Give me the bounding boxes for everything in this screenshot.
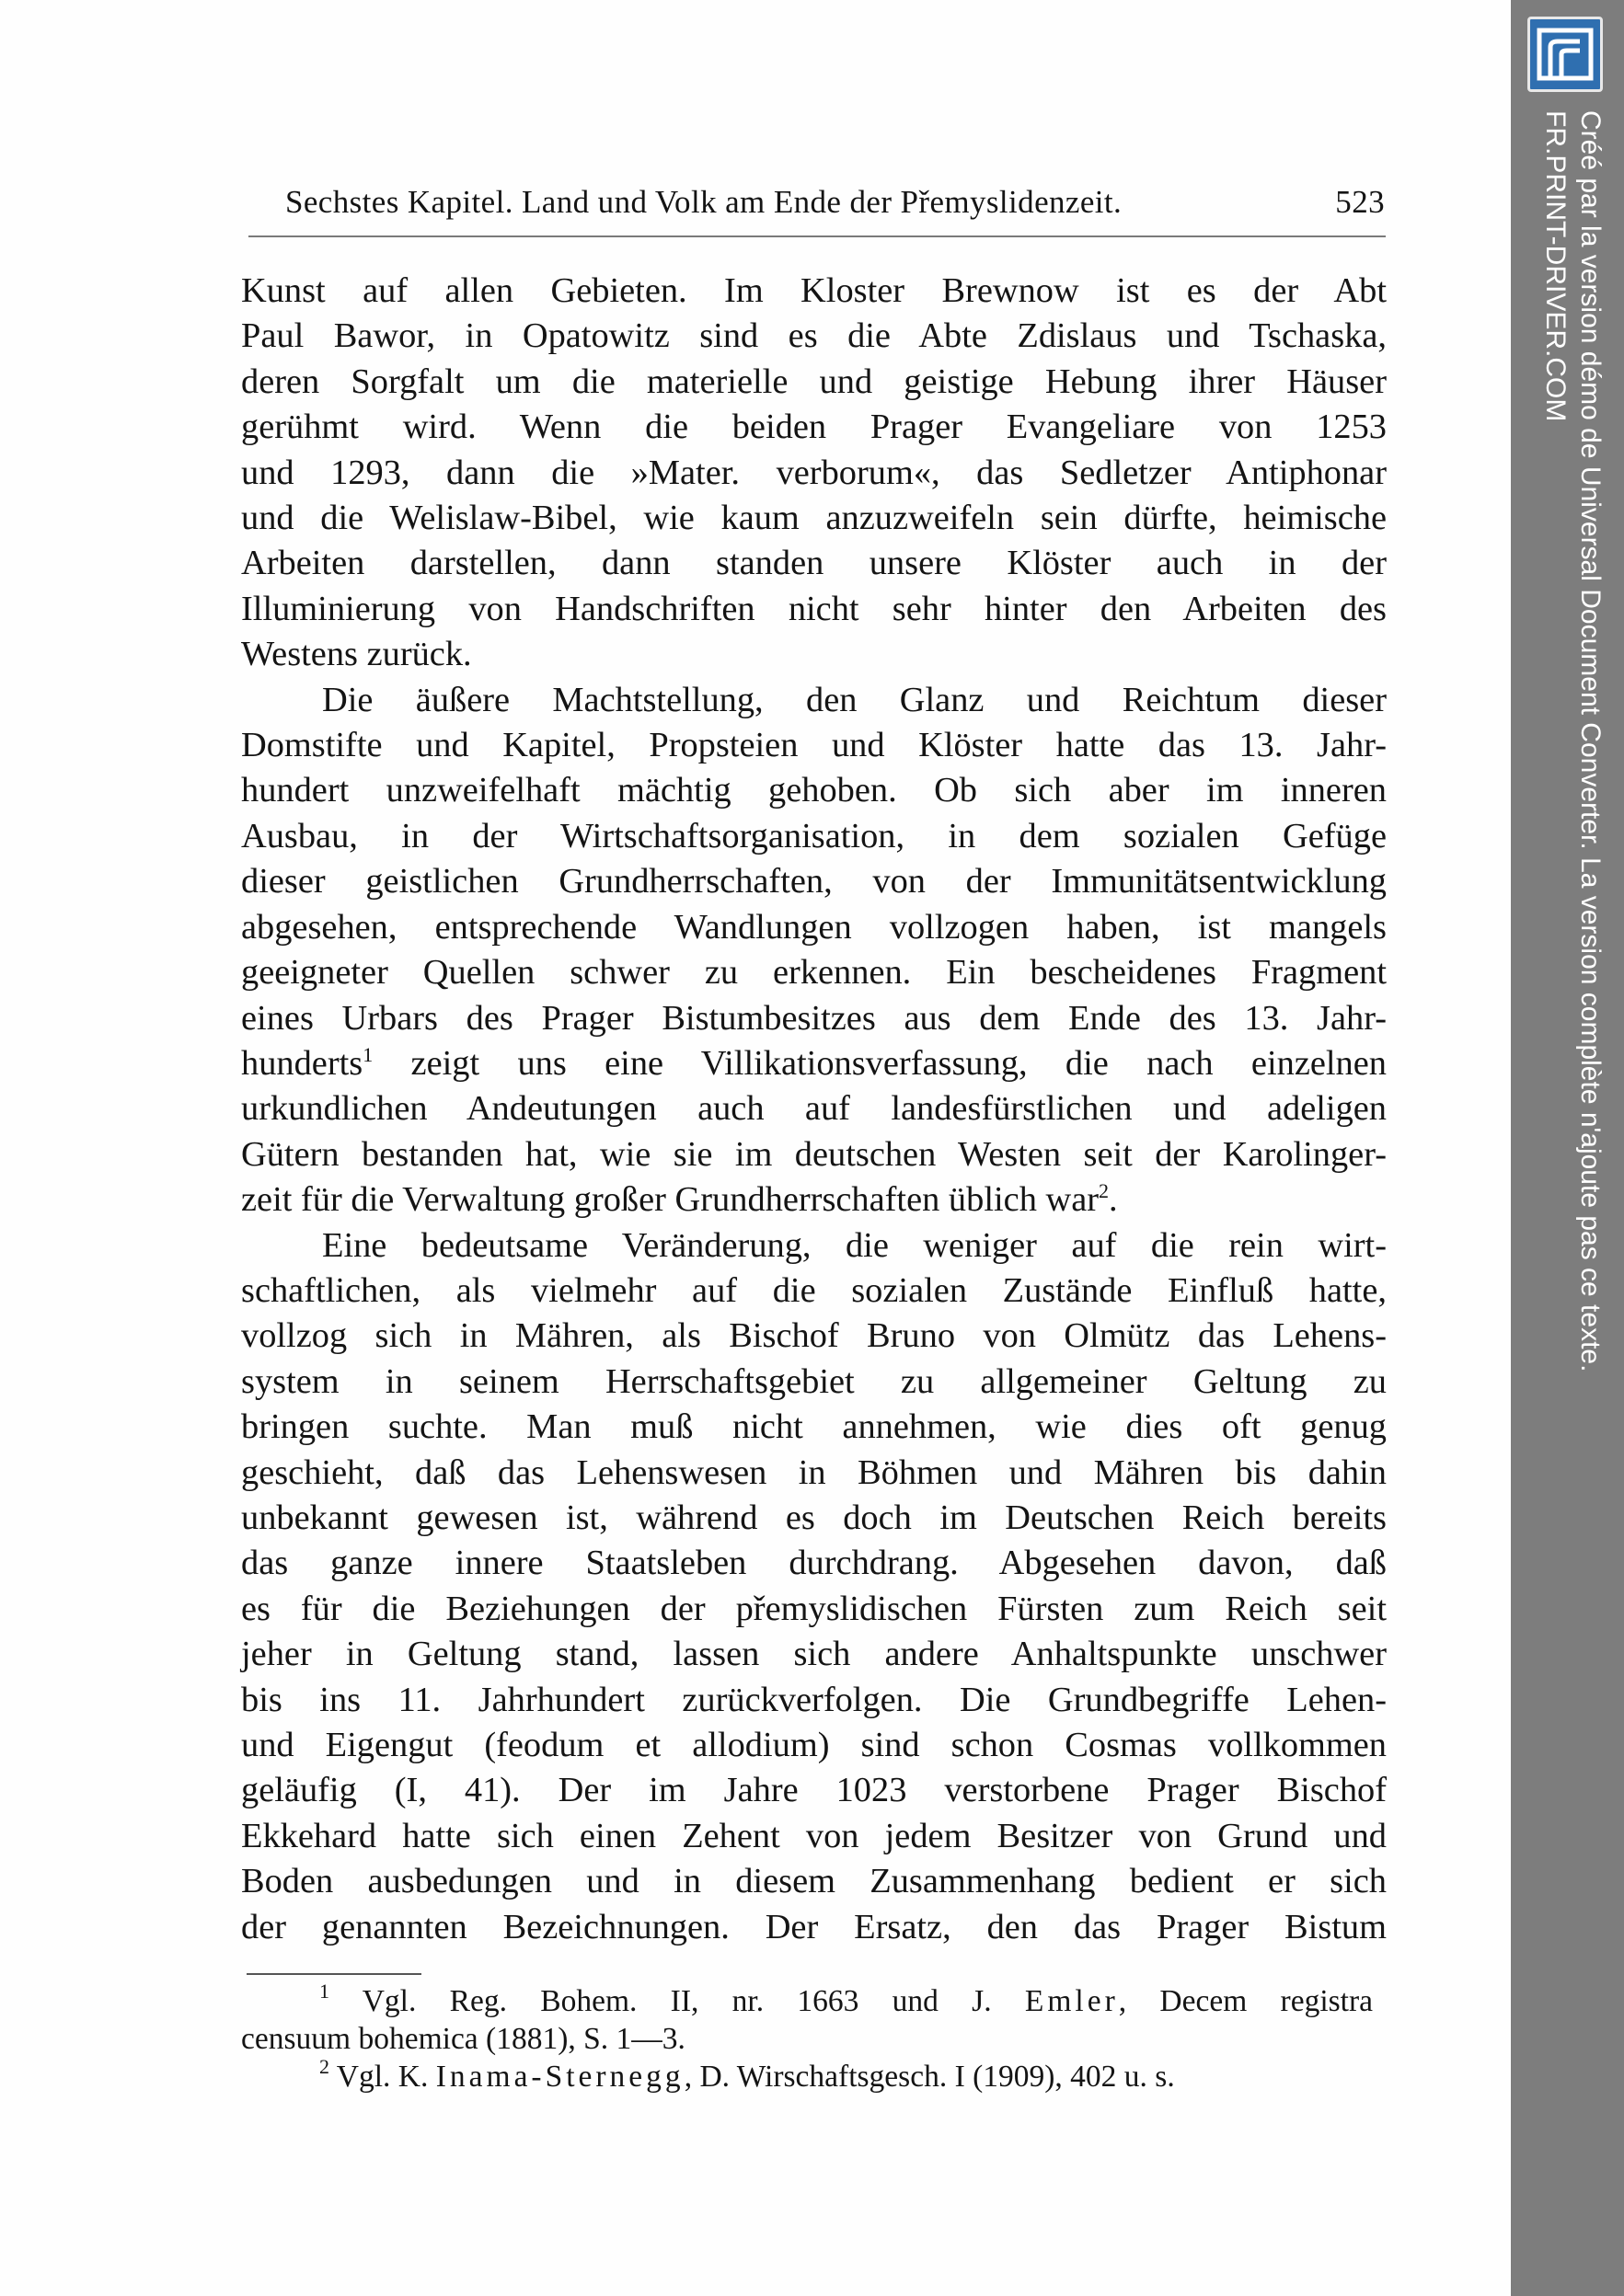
watermark-text — [1538, 110, 1607, 1372]
text-line: hundert unzweifelhaft mächtig gehoben. Ob sich aber im inneren — [241, 771, 1387, 810]
text-line: deren Sorgfalt um die materielle und geistige Hebung ihrer Häuser — [241, 362, 1387, 401]
footnote-author: Emler — [1024, 1984, 1119, 2018]
text-line: unbekannt gewesen ist, während es doch im Deutschen Reich bereits — [241, 1498, 1387, 1537]
text-line: Paul Bawor, in Opatowitz sind es die Abte Zdislaus und Tschaska, — [241, 316, 1387, 356]
text-line: Domstifte und Kapitel, Propsteien und Klöster hatte das 13. Jahr- — [241, 726, 1387, 765]
text-line: dieser geistlichen Grundherrschaften, von der Immunitätsentwicklung — [241, 862, 1387, 901]
watermark-line: Créé par la version démo de Universal Document Converter. La version complète n'ajoute pas ce texte. — [1575, 110, 1606, 1372]
text-line: Kunst auf allen Gebieten. Im Kloster Brewnow ist es der Abt — [241, 271, 1387, 310]
running-head — [285, 184, 1385, 221]
text-line: urkundlichen Andeutungen auch auf landesfürstlichen und adeligen — [241, 1089, 1387, 1129]
watermark-sidebar — [1511, 0, 1624, 2296]
footnote-mark: 1 — [363, 1042, 374, 1066]
text-line: abgesehen, entsprechende Wandlungen vollzogen haben, ist mangels — [241, 907, 1387, 947]
text-line: der genannten Bezeichnungen. Der Ersatz, den das Prager Bistum — [241, 1907, 1387, 1946]
footnote-author: Inama-Sternegg — [435, 2060, 685, 2094]
footnote-mark: 2 — [1099, 1179, 1110, 1203]
text-line: schaftlichen, als vielmehr auf die sozialen Zustände Einfluß hatte, — [241, 1270, 1387, 1310]
running-title: Sechstes Kapitel. Land und Volk am Ende der Přemyslidenzeit. — [285, 184, 1123, 220]
text-fragment: . — [1109, 1180, 1118, 1220]
text-line: Illuminierung von Handschriften nicht sehr hinter den Arbeiten des — [241, 589, 1387, 628]
text-line: geschieht, daß das Lehenswesen in Böhmen und Mähren bis dahin — [241, 1452, 1387, 1492]
footnote-text: , Decem registra — [1118, 1984, 1374, 2018]
text-fragment: zeit für die Verwaltung großer Grundherrschaften üblich war — [241, 1180, 1100, 1220]
text-line: und die Welislaw-Bibel, wie kaum anzuzweifeln sein dürfte, heimische — [241, 499, 1387, 538]
text-line: Ausbau, in der Wirtschaftsorganisation, in dem sozialen Gefüge — [241, 816, 1387, 855]
text-fragment: hunderts — [241, 1043, 363, 1083]
footnotes — [241, 1982, 1373, 2095]
footnote-text: Vgl. K. — [336, 2060, 429, 2094]
text-line: bis ins 11. Jahrhundert zurückverfolgen. Die Grundbegriffe Lehen- — [241, 1680, 1387, 1719]
text-line: eines Urbars des Prager Bistumbesitzes aus dem Ende des 13. Jahr- — [241, 998, 1387, 1038]
text-line: und 1293, dann die »Mater. verborum«, das Sedletzer Antiphonar — [241, 453, 1387, 492]
text-line: geläufig (I, 41). Der im Jahre 1023 verstorbene Prager Bischof — [241, 1771, 1387, 1810]
watermark-url: FR.PRINT-DRIVER.COM — [1540, 110, 1571, 422]
text-line: jeher in Geltung stand, lassen sich andere Anhaltspunkte unschwer — [241, 1635, 1387, 1674]
text-line-with-footnote — [241, 1041, 1387, 1086]
text-fragment: zeigt uns eine Villikationsverfassung, die nach einzelnen — [410, 1043, 1387, 1083]
text-line: geeigneter Quellen schwer zu erkennen. Ein bescheidenes Fragment — [241, 953, 1387, 993]
text-line: Die äußere Machtstellung, den Glanz und Reichtum dieser — [322, 680, 1387, 719]
text-line: es für die Beziehungen der přemyslidischen Fürsten zum Reich seit — [241, 1589, 1387, 1628]
footnote-text: Vgl. Reg. Bohem. II, nr. 1663 und J. — [362, 1984, 992, 2018]
text-line: vollzog sich in Mähren, als Bischof Bruno von Olmütz das Lehens- — [241, 1316, 1387, 1356]
text-line: Arbeiten darstellen, dann standen unsere Klöster auch in der — [241, 544, 1387, 583]
footnote-text: , D. Wirschaftsgesch. I (1909), 402 u. s. — [684, 2060, 1175, 2094]
footnote-rule — [247, 1973, 421, 1975]
text-line: Westens zurück. — [241, 635, 472, 674]
footnote-mark: 1 — [319, 1980, 329, 2003]
logo-glyph — [1530, 19, 1600, 89]
footnote-1-cont: censuum bohemica (1881), S. 1—3. — [241, 2022, 685, 2056]
text-line-with-footnote — [241, 1177, 1387, 1223]
body-text — [241, 269, 1387, 1950]
text-line: Eine bedeutsame Veränderung, die weniger auf die rein wirt- — [322, 1225, 1387, 1265]
text-line: system in seinem Herrschaftsgebiet zu allgemeiner Geltung zu — [241, 1361, 1387, 1401]
text-line: gerühmt wird. Wenn die beiden Prager Evangeliare von 1253 — [241, 408, 1387, 447]
text-line: bringen suchte. Man muß nicht annehmen, wie dies oft genug — [241, 1407, 1387, 1447]
text-line: und Eigengut (feodum et allodium) sind schon Cosmas vollkommen — [241, 1726, 1387, 1764]
text-line: Ekkehard hatte sich einen Zehent von jedem Besitzer von Grund und — [241, 1816, 1387, 1855]
page-number: 523 — [1335, 184, 1385, 220]
footnote-mark: 2 — [319, 2055, 329, 2078]
text-line: Boden ausbedungen und in diesem Zusammenhang bedient er sich — [241, 1862, 1387, 1901]
footnote-2 — [241, 2055, 1373, 2095]
text-line: das ganze innere Staatsleben durchdrang. Abgesehen davon, daß — [241, 1544, 1387, 1583]
header-rule — [248, 235, 1386, 237]
converter-logo-icon — [1527, 17, 1603, 92]
footnote-1 — [241, 1982, 1373, 2020]
text-line: Gütern bestanden hat, wie sie im deutschen Westen seit der Karolinger- — [241, 1134, 1387, 1174]
